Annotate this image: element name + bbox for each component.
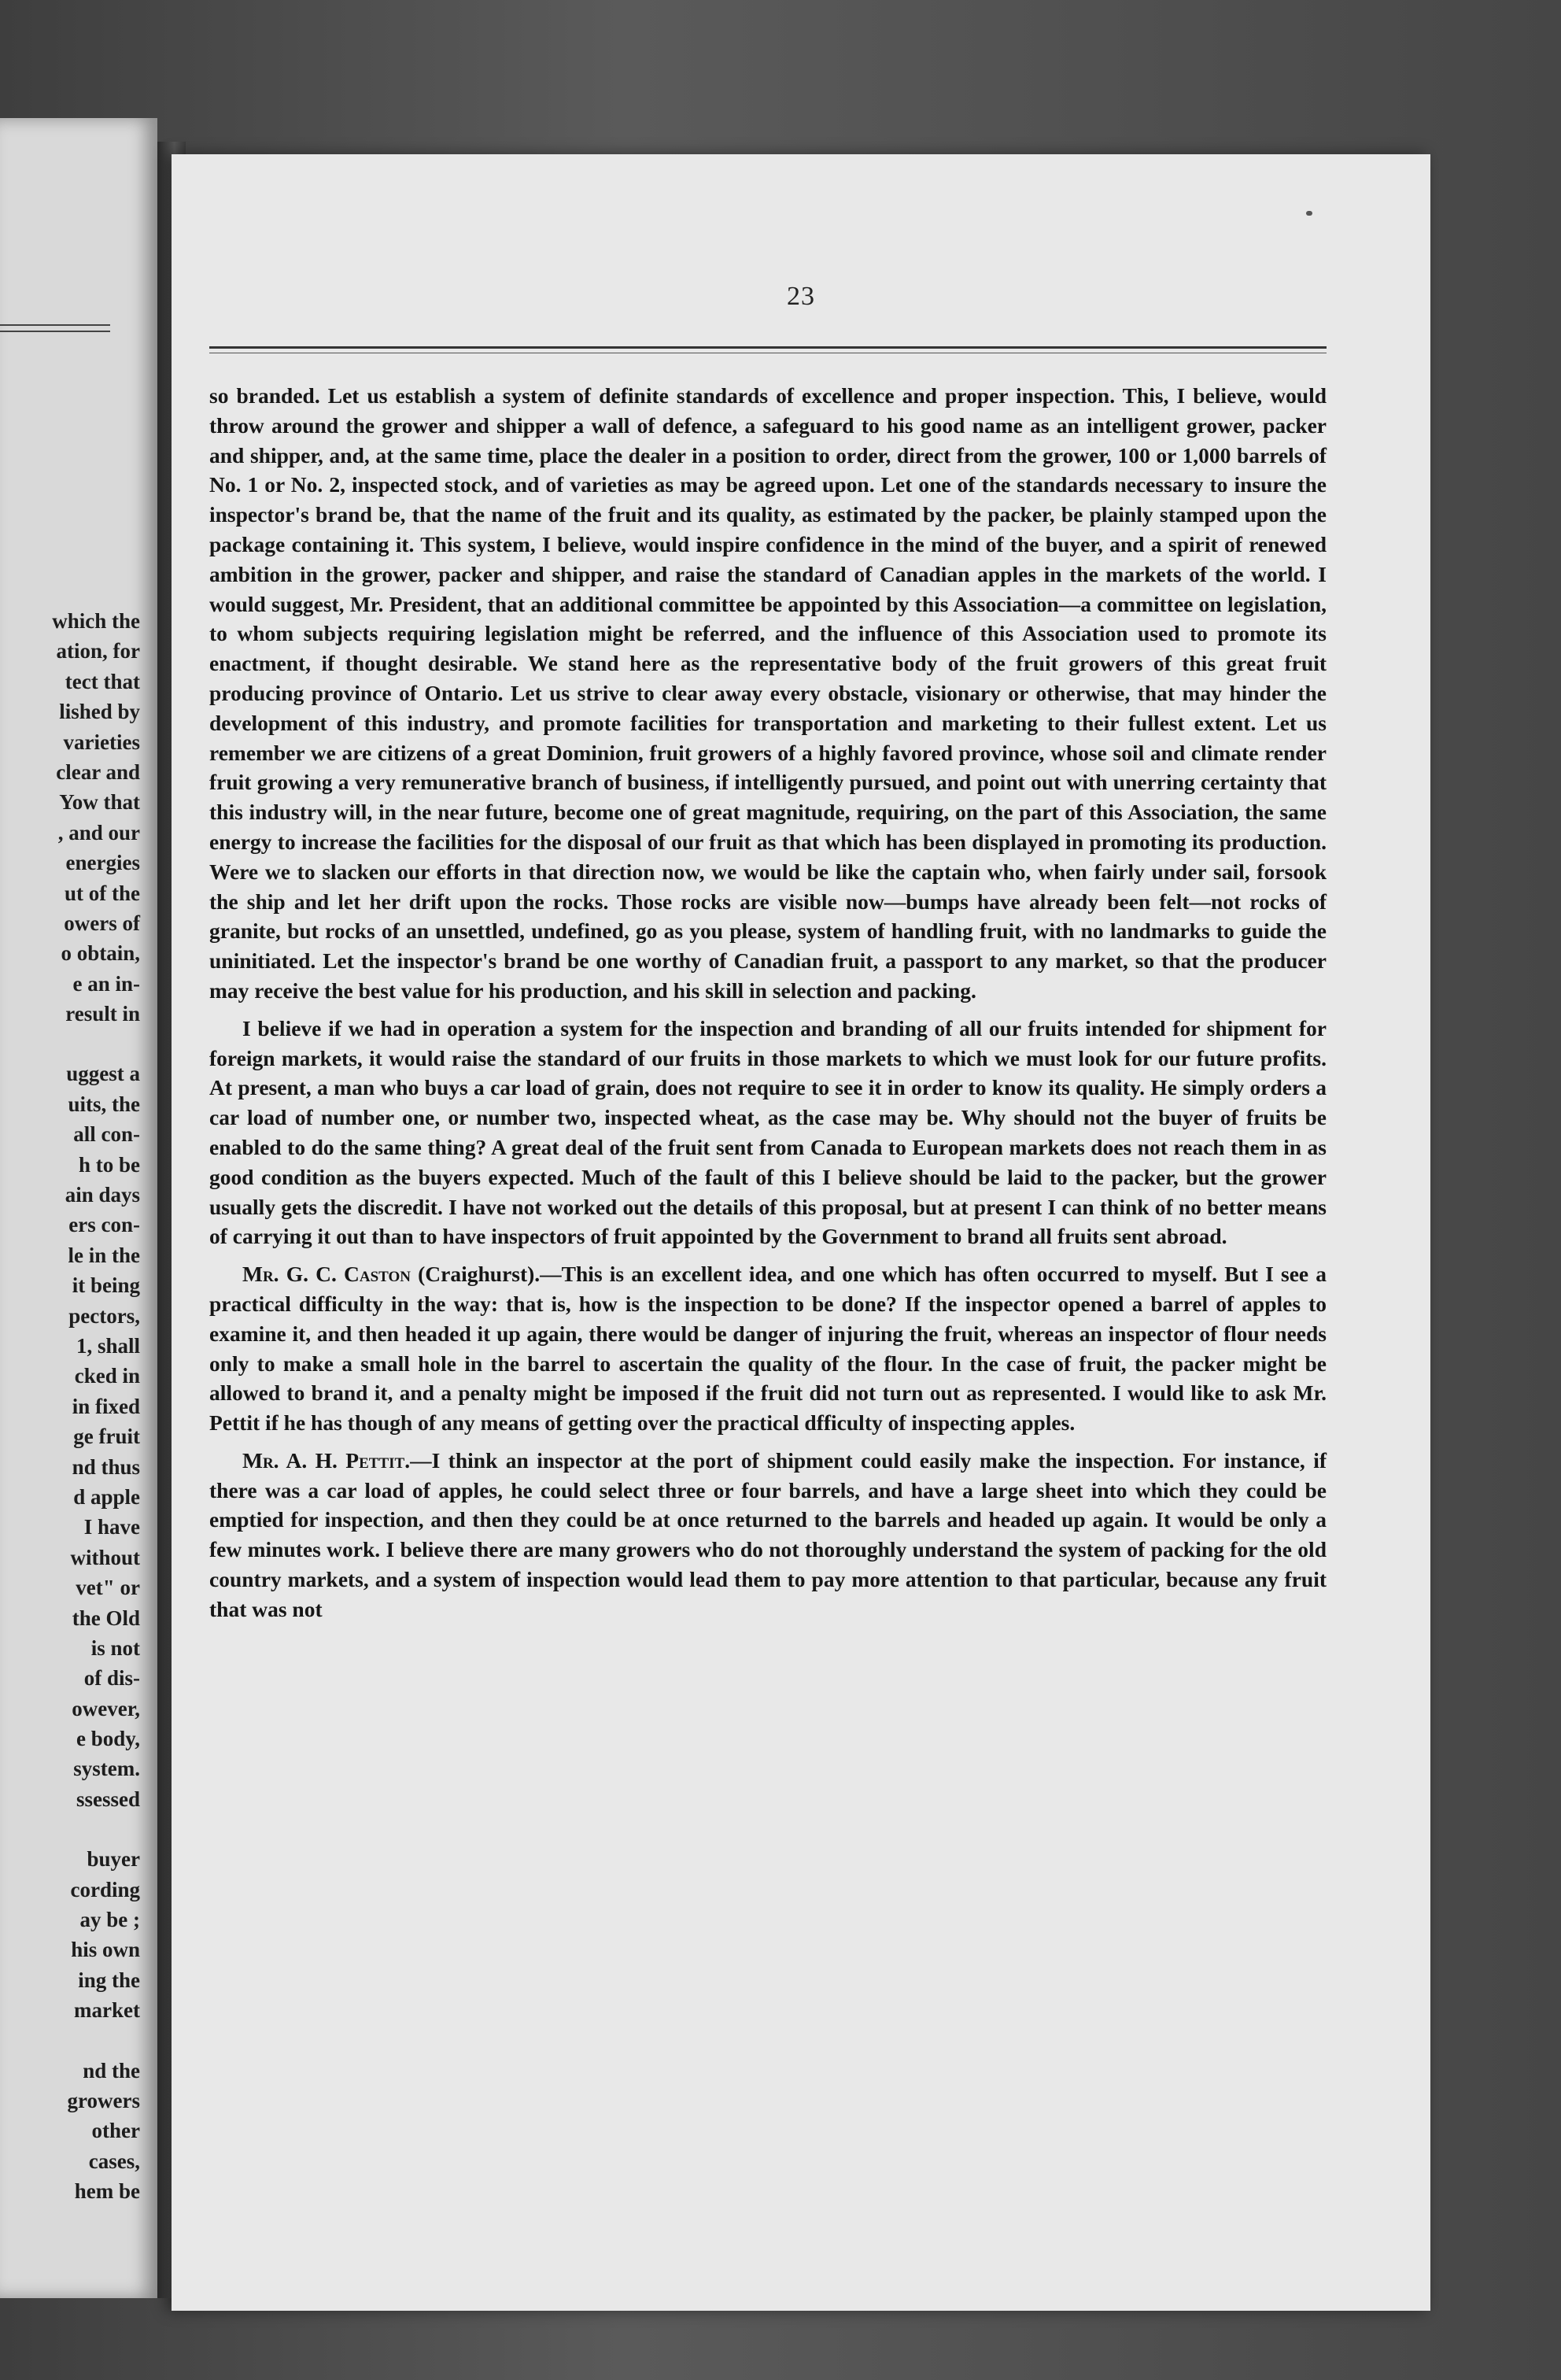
- previous-page-line: varieties: [63, 730, 140, 754]
- previous-page-fragment: [0, 118, 157, 2298]
- body-text: [209, 381, 1327, 1632]
- previous-page-line: without: [70, 1545, 140, 1569]
- previous-page-line: ay be ;: [79, 1908, 140, 1932]
- previous-page-header-rule: [0, 324, 110, 337]
- previous-page-line: ers con-: [68, 1213, 140, 1237]
- previous-page-line: h to be: [78, 1152, 140, 1177]
- previous-page-line: market: [74, 1998, 140, 2023]
- previous-page-line: nd the: [83, 2058, 140, 2082]
- page-speck: [1306, 211, 1312, 216]
- previous-page-line: owers of: [64, 911, 140, 935]
- header-rule: [209, 346, 1327, 353]
- previous-page-line: hem be: [74, 2179, 140, 2204]
- previous-page-line: vet" or: [76, 1576, 140, 1600]
- previous-page-line: it being: [72, 1273, 140, 1298]
- previous-page-line: d apple: [73, 1484, 140, 1509]
- paragraph-1: so branded. Let us establish a system of definite standards of excellence and proper inspection. This, I believe, would throw around the grower and shipper a wall of defence, a safeguard to his good name as an intelligent grower, packer and shipper, and, at the same time, place the dealer in a position to order, direct from the grower, 100 or 1,000 barrels of No. 1 or No. 2, inspected stock, and of varieties as may be agreed upon. Let one of the standards necessary to insure the inspector's brand be, that the name of the fruit and its quality, as estimated by the packer, be plainly stamped upon the package containing it. This system, I believe, would inspire confidence in the mind of the buyer, and a spirit of renewed ambition in the grower, packer and shipper, and raise the standard of Canadian apples in the markets of the world. I would suggest, Mr. President, that an additional committee be appointed by this Association—a committee on legislation, to whom subjects requiring legislation might be referred, and the influence of this Association used to promote its enactment, if thought desirable. We stand here as the representative body of the fruit growers of this great fruit producing province of Ontario. Let us strive to clear away every obstacle, visionary or otherwise, that may hinder the development of this industry, and promote facilities for transportation and marketing to their fullest extent. Let us remember we are citizens of a great Dominion, fruit growers of a highly favored province, whose soil and climate render fruit growing a very remunerative branch of business, if intelligently pursued, and point out with unerring certainty that this industry will, in the near future, become one of great magnitude, requiring, on the part of this Association, the same energy to increase the facilities for the disposal of our fruit as that which has been displayed in promoting its production. Were we to slacken our efforts in that direction now, we would be like the captain who, when fairly under sail, forsook the ship and let her drift upon the rocks. Those rocks are visible now—bumps have already been felt—not rocks of granite, but rocks of an unsettled, undefined, go as you please, system of handling fruit, with no landmarks to guide the uninitiated. Let the inspector's brand be one worthy of Canadian fruit, a passport to any market, so that the producer may receive the best value for his production, and his skill in selection and packing.: [209, 383, 1327, 1003]
- previous-page-line: in fixed: [72, 1394, 140, 1418]
- previous-page-line: ge fruit: [73, 1425, 140, 1449]
- previous-page-line: buyer: [87, 1847, 140, 1872]
- previous-page-line: other: [91, 2119, 140, 2143]
- previous-page-line: ssessed: [76, 1787, 140, 1811]
- previous-page-line: ing the: [78, 1968, 140, 1992]
- paragraph-4-text: .—I think an inspector at the port of shipment could easily make the inspection. For instance, if there was a car load of apples, he could select three or four barrels, and have a large sheet into which they could be emptied for inspection, and then they could be at once returned to the barrels and headed up again. It would be only a few minutes work. I believe there are many growers who do not thoroughly understand the system of packing for the old country markets, and a system of inspection would lead them to pay more attention to that particular, because any fruit that was not: [209, 1447, 1327, 1621]
- previous-page-line: growers: [67, 2088, 140, 2112]
- previous-page-line: uggest a: [66, 1062, 140, 1086]
- previous-page-line: cording: [70, 1877, 140, 1901]
- previous-page-line: , and our: [57, 820, 140, 844]
- page-number: 23: [787, 282, 815, 311]
- previous-page-line: le in the: [68, 1243, 140, 1267]
- page: [172, 154, 1430, 2311]
- previous-page-line: nd thus: [72, 1454, 140, 1479]
- previous-page-line: I have: [83, 1515, 140, 1539]
- paragraph-gap: [0, 2026, 140, 2056]
- previous-page-line: lished by: [59, 700, 140, 724]
- previous-page-line: owever,: [72, 1696, 140, 1720]
- previous-page-line: all con-: [73, 1122, 140, 1147]
- speaker-name: Mr. G. C. Caston: [242, 1262, 411, 1287]
- previous-page-line: e body,: [76, 1727, 140, 1751]
- previous-page-line: clear and: [56, 759, 140, 784]
- previous-page-line: pectors,: [68, 1303, 140, 1328]
- previous-page-line: of dis-: [83, 1666, 140, 1691]
- paragraph-3-text: (Craighurst).—This is an excellent idea, and one which has often occurred to myself. But I see a practical difficulty in the way: that is, how is the inspection to be done? If the inspector opened a barrel of apples to examine it, and then headed it up again, there would be danger of injuring the fruit, whereas an inspector of flour needs only to make a small hole in the barrel to ascertain the quality of the flour. In the case of fruit, the packer might be allowed to brand it, and a penalty might be imposed if the fruit did not turn out as represented. I would like to ask Mr. Pettit if he has though of any means of getting over the practical dfficulty of inspecting apples.: [209, 1262, 1327, 1436]
- previous-page-line: ain days: [65, 1183, 140, 1207]
- previous-page-line: result in: [65, 1002, 140, 1026]
- previous-page-line: cases,: [88, 2149, 140, 2173]
- paragraph-3: [209, 1259, 1327, 1438]
- previous-page-line: ut of the: [65, 881, 140, 905]
- previous-page-text: [0, 606, 140, 2207]
- paragraph-gap: [0, 1029, 140, 1059]
- paragraph-gap: [0, 1814, 140, 1844]
- speaker-name: Mr. A. H. Pettit: [242, 1447, 405, 1473]
- previous-page-line: is not: [90, 1635, 140, 1660]
- previous-page-line: the Old: [72, 1606, 140, 1630]
- previous-page-line: system.: [73, 1757, 140, 1781]
- previous-page-line: 1, shall: [76, 1333, 140, 1358]
- previous-page-line: cked in: [74, 1364, 140, 1388]
- previous-page-line: tect that: [65, 669, 140, 693]
- previous-page-line: energies: [65, 851, 140, 875]
- previous-page-line: ation, for: [56, 639, 140, 663]
- previous-page-line: o obtain,: [61, 941, 140, 966]
- previous-page-line: uits, the: [68, 1092, 140, 1116]
- paragraph-4: [209, 1446, 1327, 1624]
- previous-page-line: Yow that: [59, 790, 140, 815]
- previous-page-line: e an in-: [72, 971, 140, 996]
- previous-page-line: his own: [71, 1938, 140, 1962]
- previous-page-line: which the: [52, 609, 140, 633]
- paragraph-2: I believe if we had in operation a system for the inspection and branding of all our fruits intended for shipment for foreign markets, it would raise the standard of our fruits in those markets to which we must look for our future profits. At present, a man who buys a car load of grain, does not require to see it in order to know its quality. He simply orders a car load of number one, or number two, inspected wheat, as the case may be. Why should not the buyer of fruits be enabled to do the same thing? A great deal of the fruit sent from Canada to European markets does not reach them in as good condition as the buyers expected. Much of the fault of this I believe should be laid to the packer, but the grower usually gets the discredit. I have not worked out the details of this proposal, but at present I can think of no better means of carrying it out than to have inspectors of fruit appointed by the Government to brand all fruits sent abroad.: [209, 1015, 1327, 1249]
